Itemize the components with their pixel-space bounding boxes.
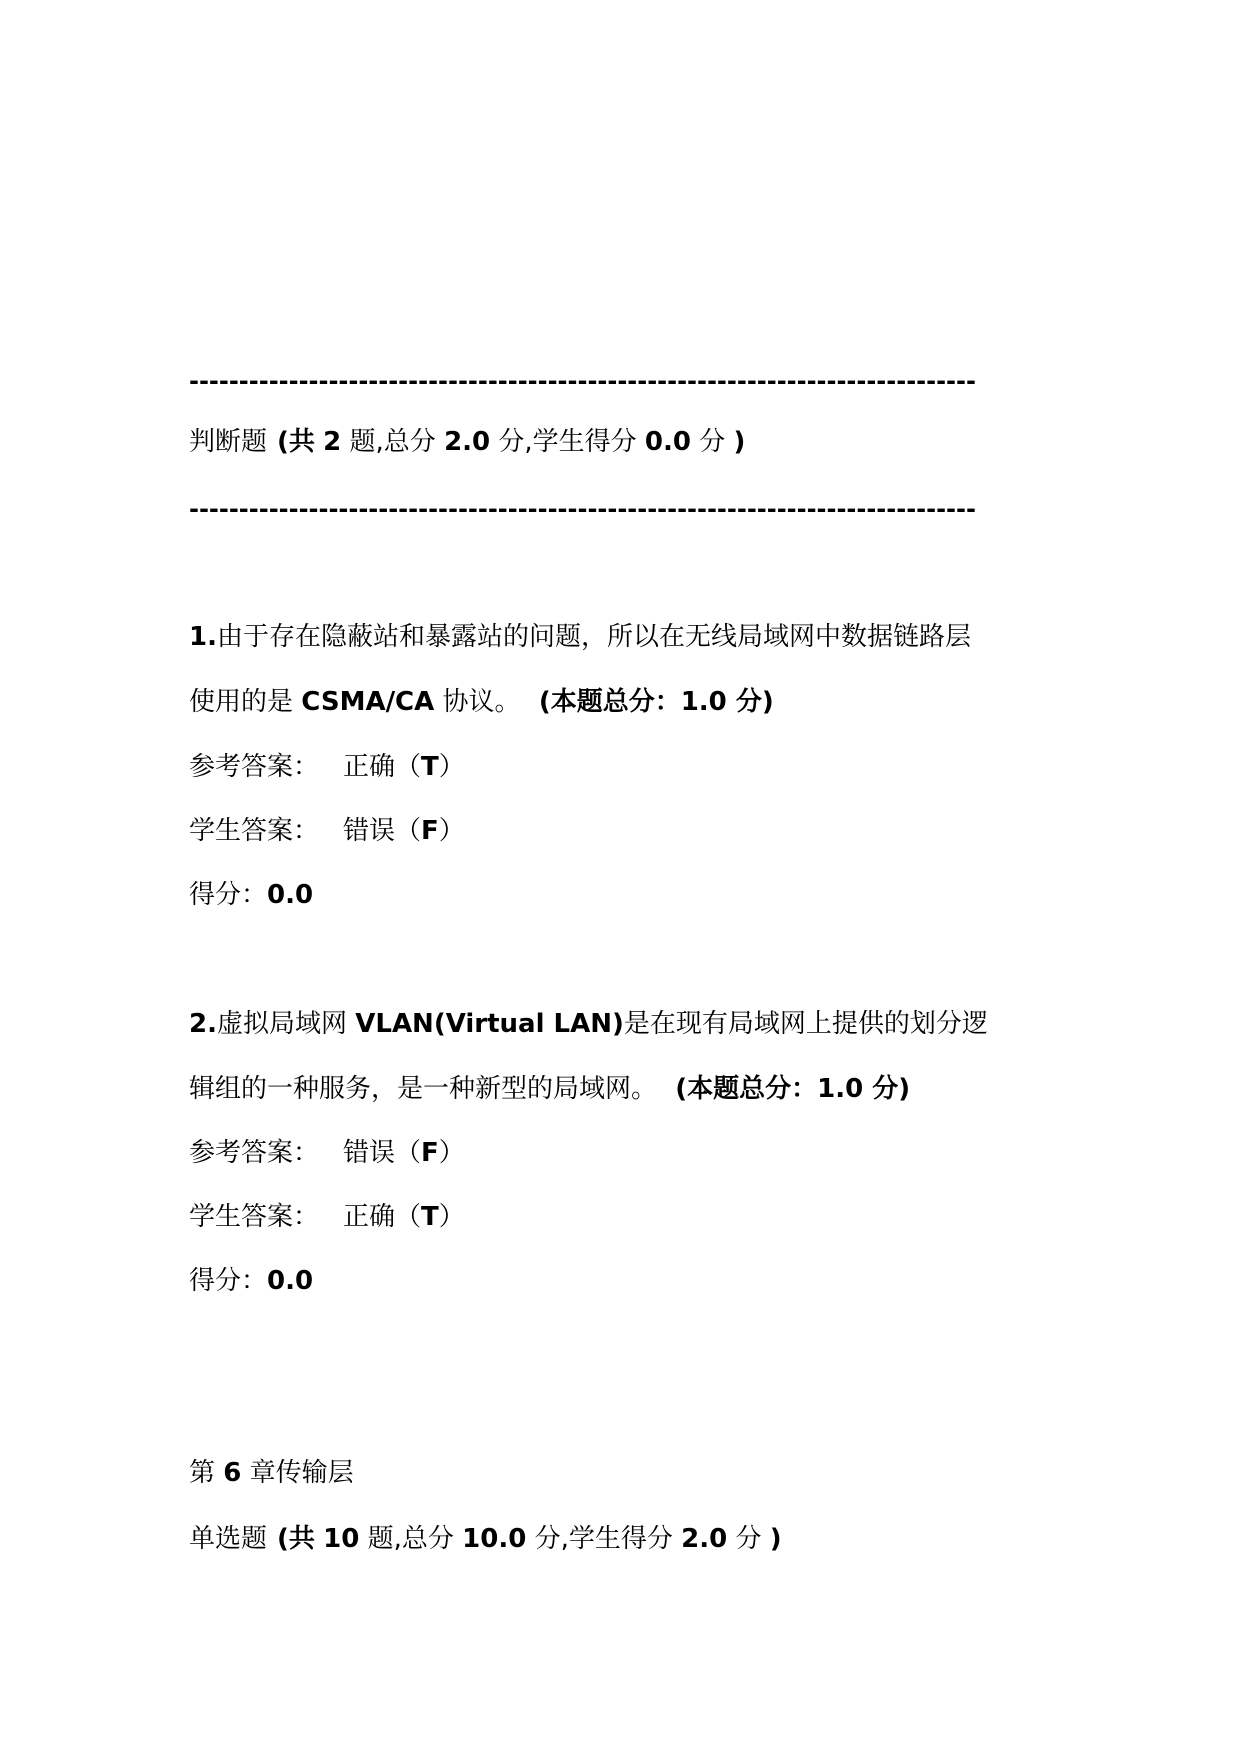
vlan-term: VLAN(Virtual LAN) bbox=[355, 1009, 624, 1039]
question-points: (本题总分：1.0 分) bbox=[675, 1074, 911, 1104]
question-1-score bbox=[189, 878, 313, 912]
reference-answer-label: 参考答案： bbox=[189, 752, 320, 782]
question-1-reference-answer: 参考答案： 正确（T） bbox=[189, 752, 465, 782]
score-label: 得分： bbox=[189, 1266, 268, 1296]
section-title: 单选题 bbox=[189, 1524, 268, 1554]
student-answer-label: 学生答案： bbox=[189, 1202, 320, 1232]
question-number: 1. bbox=[189, 622, 217, 652]
question-2-score bbox=[189, 1264, 313, 1298]
question-1-text-line1: 1.由于存在隐蔽站和暴露站的问题，所以在无线局域网中数据链路层 bbox=[189, 622, 971, 652]
question-2-text-line1: 2.虚拟局域网 VLAN(Virtual LAN)是在现有局域网上提供的划分逻 bbox=[189, 1009, 988, 1039]
question-count: 10 bbox=[323, 1524, 360, 1554]
question-points: (本题总分：1.0 分) bbox=[538, 687, 774, 717]
question-2-student-answer: 学生答案： 正确（T） bbox=[189, 1202, 465, 1232]
question-1-student-answer: 学生答案： 错误（F） bbox=[189, 816, 465, 846]
total-points: 2.0 bbox=[444, 427, 491, 457]
chapter-number: 6 bbox=[223, 1458, 242, 1488]
student-score: 2.0 bbox=[681, 1524, 728, 1554]
student-score: 0.0 bbox=[644, 427, 691, 457]
student-answer-label: 学生答案： bbox=[189, 816, 320, 846]
score-value: 0.0 bbox=[267, 880, 314, 910]
question-2-reference-answer: 参考答案： 错误（F） bbox=[189, 1138, 465, 1168]
chapter-heading: 第 6 章传输层 bbox=[189, 1458, 354, 1488]
separator-line-top: ------------------------------------------------------------------------------- bbox=[189, 367, 976, 395]
question-count: 2 bbox=[323, 427, 342, 457]
section-title: 判断题 bbox=[189, 427, 268, 457]
score-label: 得分： bbox=[189, 880, 268, 910]
judge-section-header: 判断题 (共 2 题,总分 2.0 分,学生得分 0.0 分 ) bbox=[189, 427, 746, 457]
total-points: 10.0 bbox=[462, 1524, 527, 1554]
protocol-term: CSMA/CA bbox=[301, 687, 435, 717]
question-1-text-line2: 使用的是 CSMA/CA 协议。 (本题总分：1.0 分) bbox=[189, 687, 774, 717]
single-choice-section-header: 单选题 (共 10 题,总分 10.0 分,学生得分 2.0 分 ) bbox=[189, 1524, 782, 1554]
reference-answer-label: 参考答案： bbox=[189, 1138, 320, 1168]
separator-line-bottom: ------------------------------------------------------------------------------- bbox=[189, 495, 976, 523]
question-2-text-line2: 辑组的一种服务，是一种新型的局域网。 (本题总分：1.0 分) bbox=[189, 1074, 911, 1104]
question-number: 2. bbox=[189, 1009, 217, 1039]
score-value: 0.0 bbox=[267, 1266, 314, 1296]
